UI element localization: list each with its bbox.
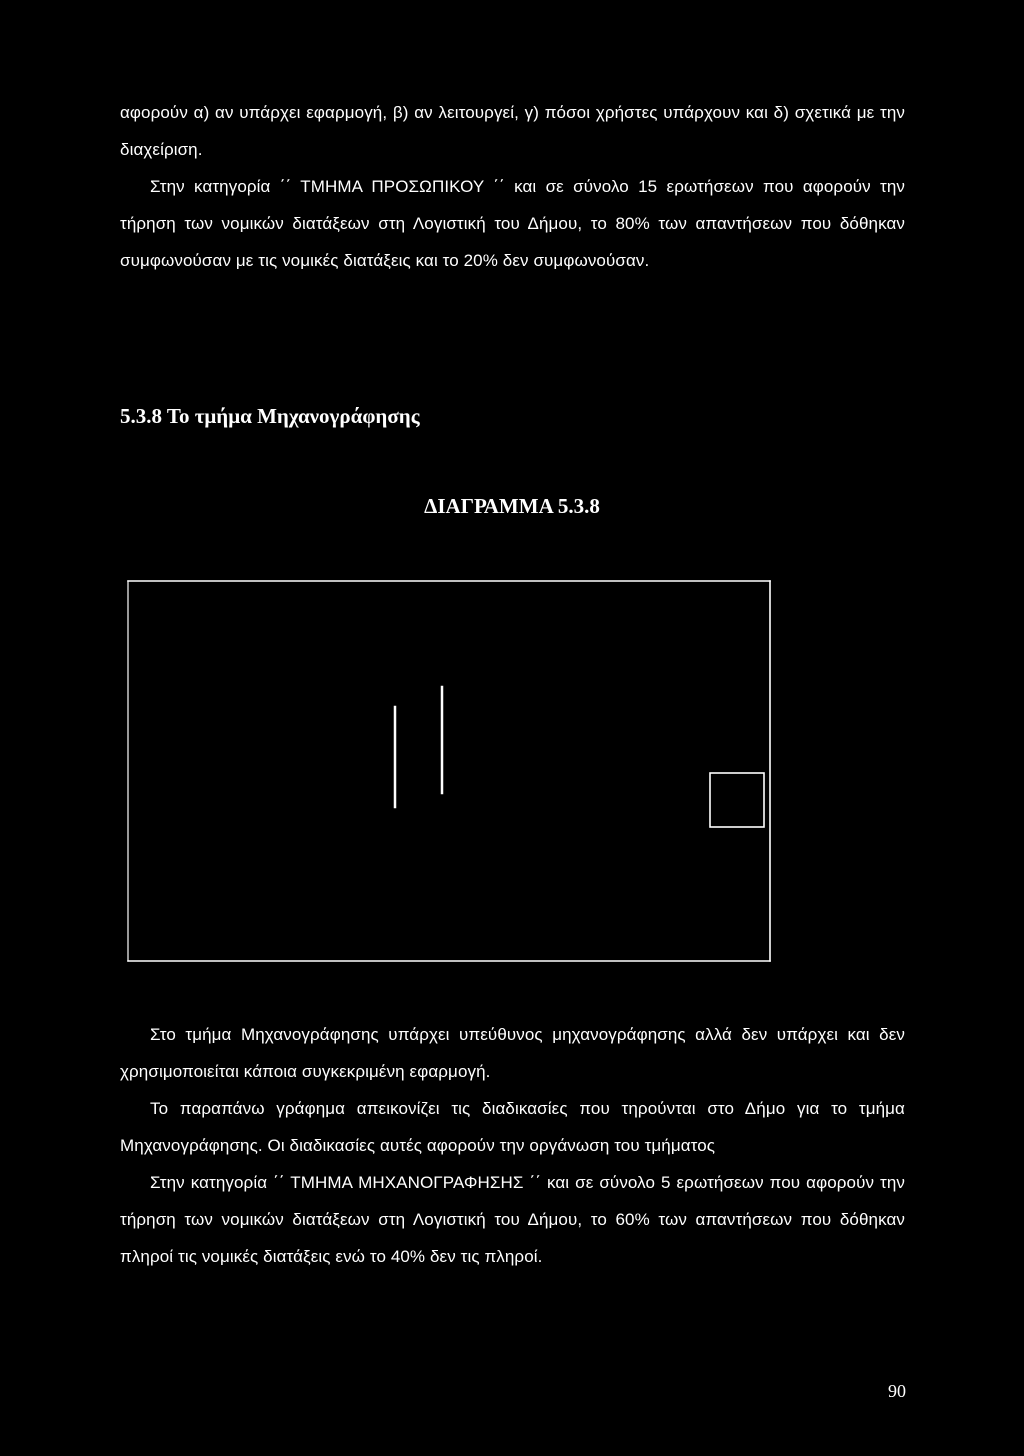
- diagram-title: ΔΙΑΓΡΑΜΜΑ 5.3.8: [424, 494, 600, 518]
- page-number: 90: [888, 1381, 906, 1401]
- paragraph-department-description: Στο τμήμα Μηχανογράφησης υπάρχει υπεύθυνος μηχανογράφησης αλλά δεν υπάρχει και δεν χρησιμοποιείται κάποια συγκεκριμένη εφαρμογή.: [120, 1025, 905, 1081]
- paragraph-intro: αφορούν α) αν υπάρχει εφαρμογή, β) αν λειτουργεί, γ) πόσοι χρήστες υπάρχουν και δ) σχετικά με την διαχείριση.: [120, 103, 905, 159]
- legend-square: [710, 773, 764, 827]
- section-heading: 5.3.8 Το τμήμα Μηχανογράφησης: [120, 404, 420, 428]
- paragraph-personnel-category: Στην κατηγορία ΄΄ ΤΜΗΜΑ ΠΡΟΣΩΠΙΚΟΥ ΄΄ και σε σύνολο 15 ερωτήσεων που αφορούν την τήρηση των νομικών διατάξεων στη Λογιστική του Δήμου, το 80% των απαντήσεων που δόθηκαν συμφωνούσαν με τις νομικές διατάξεις και το 20% δεν συμφωνούσαν.: [120, 177, 905, 270]
- paragraph-chart-explanation: Το παραπάνω γράφημα απεικονίζει τις διαδικασίες που τηρούνται στο Δήμο για το τμήμα Μηχανογράφησης. Οι διαδικασίες αυτές αφορούν την οργάνωση του τμήματος: [120, 1099, 905, 1155]
- paragraph-mechanography-category: Στην κατηγορία ΄΄ ΤΜΗΜΑ ΜΗΧΑΝΟΓΡΑΦΗΣΗΣ ΄΄ και σε σύνολο 5 ερωτήσεων που αφορούν την τήρηση των νομικών διατάξεων στη Λογιστική του Δήμου, το 60% των απαντήσεων που δόθηκαν πληροί τις νομικές διατάξεις ενώ το 40% δεν τις πληροί.: [120, 1173, 905, 1266]
